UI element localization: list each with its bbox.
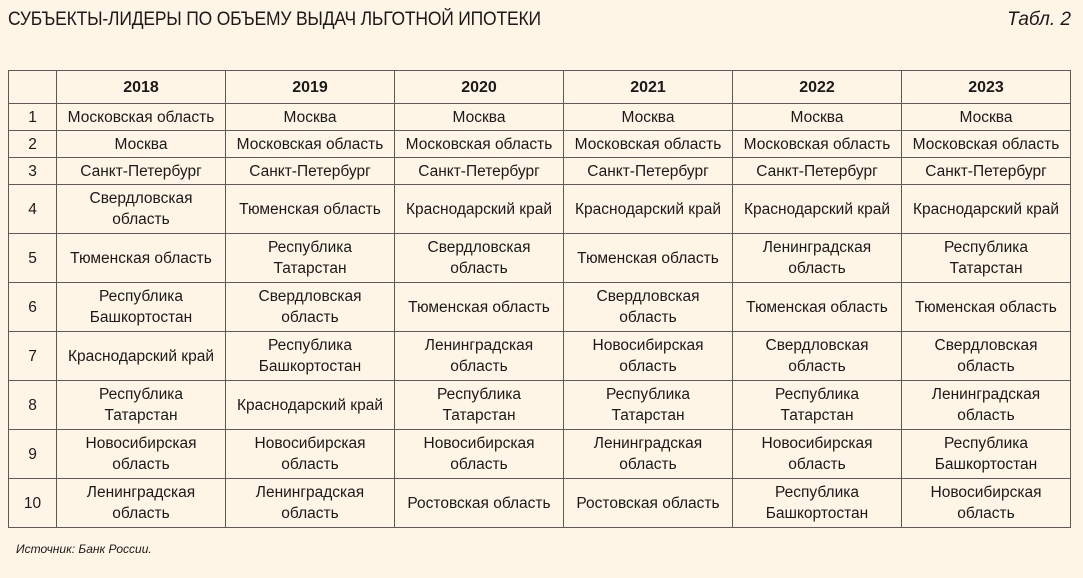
region-cell: Новосибирская область bbox=[902, 479, 1071, 528]
rank-cell: 5 bbox=[9, 234, 57, 283]
region-cell: Республика Татарстан bbox=[733, 381, 902, 430]
source-note: Источник: Банк России. bbox=[16, 542, 152, 556]
region-cell: Краснодарский край bbox=[902, 185, 1071, 234]
region-cell: Ленинградская область bbox=[395, 332, 564, 381]
rank-cell: 2 bbox=[9, 131, 57, 158]
region-cell: Тюменская область bbox=[902, 283, 1071, 332]
region-cell: Республика Татарстан bbox=[902, 234, 1071, 283]
region-cell: Республика Башкортостан bbox=[733, 479, 902, 528]
column-header-year: 2022 bbox=[733, 71, 902, 104]
region-cell: Москва bbox=[902, 104, 1071, 131]
region-cell: Республика Татарстан bbox=[57, 381, 226, 430]
region-cell: Краснодарский край bbox=[395, 185, 564, 234]
region-cell: Новосибирская область bbox=[57, 430, 226, 479]
region-cell: Свердловская область bbox=[226, 283, 395, 332]
region-cell: Краснодарский край bbox=[564, 185, 733, 234]
region-cell: Московская область bbox=[57, 104, 226, 131]
region-cell: Свердловская область bbox=[564, 283, 733, 332]
region-cell: Новосибирская область bbox=[395, 430, 564, 479]
region-cell: Санкт-Петербург bbox=[395, 158, 564, 185]
region-cell: Московская область bbox=[902, 131, 1071, 158]
column-header-year: 2019 bbox=[226, 71, 395, 104]
region-cell: Ростовская область bbox=[564, 479, 733, 528]
header-row bbox=[9, 71, 1071, 104]
region-cell: Ленинградская область bbox=[733, 234, 902, 283]
table-row bbox=[9, 131, 1071, 158]
region-cell: Краснодарский край bbox=[57, 332, 226, 381]
region-cell: Тюменская область bbox=[57, 234, 226, 283]
rank-cell: 7 bbox=[9, 332, 57, 381]
region-cell: Новосибирская область bbox=[226, 430, 395, 479]
region-cell: Тюменская область bbox=[226, 185, 395, 234]
region-cell: Свердловская область bbox=[57, 185, 226, 234]
column-header-year: 2021 bbox=[564, 71, 733, 104]
rank-cell: 9 bbox=[9, 430, 57, 479]
table-row bbox=[9, 158, 1071, 185]
region-cell: Московская область bbox=[226, 131, 395, 158]
column-header-year: 2023 bbox=[902, 71, 1071, 104]
region-cell: Свердловская область bbox=[902, 332, 1071, 381]
column-header-rank bbox=[9, 71, 57, 104]
region-cell: Санкт-Петербург bbox=[902, 158, 1071, 185]
region-cell: Республика Башкортостан bbox=[226, 332, 395, 381]
region-cell: Ленинградская область bbox=[564, 430, 733, 479]
region-cell: Новосибирская область bbox=[564, 332, 733, 381]
region-cell: Санкт-Петербург bbox=[57, 158, 226, 185]
table-row bbox=[9, 234, 1071, 283]
table-row bbox=[9, 283, 1071, 332]
region-cell: Москва bbox=[733, 104, 902, 131]
rank-cell: 3 bbox=[9, 158, 57, 185]
region-cell: Республика Башкортостан bbox=[57, 283, 226, 332]
region-cell: Москва bbox=[226, 104, 395, 131]
page-title: СУБЪЕКТЫ-ЛИДЕРЫ ПО ОБЪЕМУ ВЫДАЧ ЛЬГОТНОЙ ИПОТЕКИ bbox=[8, 9, 541, 30]
table-row bbox=[9, 479, 1071, 528]
rank-cell: 4 bbox=[9, 185, 57, 234]
rank-cell: 10 bbox=[9, 479, 57, 528]
region-cell: Московская область bbox=[395, 131, 564, 158]
region-cell: Москва bbox=[564, 104, 733, 131]
region-cell: Тюменская область bbox=[733, 283, 902, 332]
table-row bbox=[9, 430, 1071, 479]
region-cell: Москва bbox=[57, 131, 226, 158]
region-cell: Краснодарский край bbox=[733, 185, 902, 234]
rank-cell: 1 bbox=[9, 104, 57, 131]
rank-cell: 8 bbox=[9, 381, 57, 430]
region-cell: Тюменская область bbox=[395, 283, 564, 332]
rank-cell: 6 bbox=[9, 283, 57, 332]
region-cell: Свердловская область bbox=[733, 332, 902, 381]
region-cell: Санкт-Петербург bbox=[564, 158, 733, 185]
table-row bbox=[9, 185, 1071, 234]
region-cell: Московская область bbox=[733, 131, 902, 158]
region-cell: Краснодарский край bbox=[226, 381, 395, 430]
table-row bbox=[9, 104, 1071, 131]
region-cell: Республика Татарстан bbox=[564, 381, 733, 430]
column-header-year: 2020 bbox=[395, 71, 564, 104]
table-row bbox=[9, 381, 1071, 430]
region-cell: Санкт-Петербург bbox=[733, 158, 902, 185]
table-row bbox=[9, 332, 1071, 381]
region-cell: Республика Башкортостан bbox=[902, 430, 1071, 479]
region-cell: Москва bbox=[395, 104, 564, 131]
leaders-table bbox=[8, 70, 1071, 528]
region-cell: Свердловская область bbox=[395, 234, 564, 283]
region-cell: Санкт-Петербург bbox=[226, 158, 395, 185]
table-label: Табл. 2 bbox=[1007, 9, 1071, 30]
column-header-year: 2018 bbox=[57, 71, 226, 104]
region-cell: Московская область bbox=[564, 131, 733, 158]
region-cell: Новосибирская область bbox=[733, 430, 902, 479]
region-cell: Ростовская область bbox=[395, 479, 564, 528]
region-cell: Республика Татарстан bbox=[226, 234, 395, 283]
region-cell: Республика Татарстан bbox=[395, 381, 564, 430]
region-cell: Тюменская область bbox=[564, 234, 733, 283]
region-cell: Ленинградская область bbox=[226, 479, 395, 528]
region-cell: Ленинградская область bbox=[902, 381, 1071, 430]
region-cell: Ленинградская область bbox=[57, 479, 226, 528]
